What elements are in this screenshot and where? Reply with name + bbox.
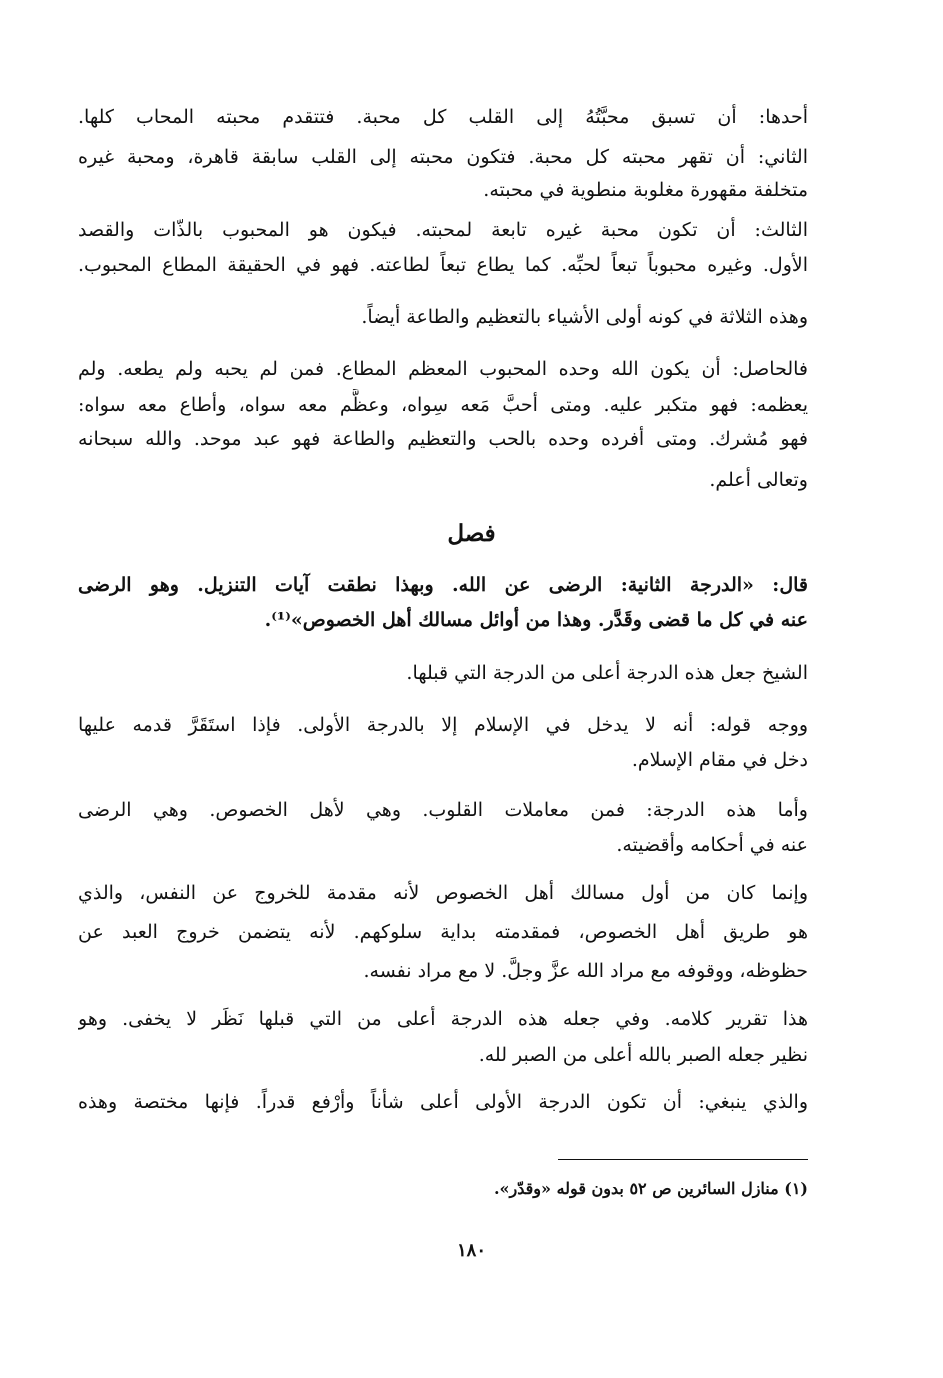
section-heading: فصل — [447, 520, 496, 547]
text-line: متخلفة مقهورة مغلوبة منطوية في محبته. — [483, 179, 808, 201]
text-line: الأول. وغيره محبوباً تبعاً لحبِّه. كما يطاع تبعاً لطاعته. فهو في الحقيقة المطاع المحبوب. — [78, 254, 808, 276]
text-line: دخل في مقام الإسلام. — [631, 749, 808, 771]
text-line: هو طريق أهل الخصوص، فمقدمته بداية سلوكهم. لأنه يتضمن خروج العبد عن — [78, 921, 808, 943]
text-line: حظوظه، ووقوفه مع مراد الله عزَّ وجلَّ. لا مع مراد نفسه. — [363, 960, 808, 982]
text-line: هذا تقرير كلامه. وفي جعله هذه الدرجة أعلى من التي قبلها نَظَر لا يخفى. وهو — [78, 1008, 808, 1030]
text-line: الشيخ جعل هذه الدرجة أعلى من الدرجة التي قبلها. — [406, 662, 808, 684]
text-line: فالحاصل: أن يكون الله وحده المحبوب المعظم المطاع. فمن لم يحبه ولم يطعه. ولم — [78, 358, 808, 380]
text-line: وتعالى أعلم. — [709, 469, 808, 491]
page-number: ١٨٠ — [456, 1240, 486, 1261]
footnote-divider — [558, 1159, 808, 1160]
text-line: وإنما كان من أول مسالك أهل الخصوص لأنه مقدمة للخروج عن النفس، والذي — [78, 882, 808, 904]
quoted-text-line: قال: «الدرجة الثانية: الرضى عن الله. وبهذا نطقت آيات التنزيل. وهو الرضى — [78, 574, 808, 596]
quoted-text-line: عنه في كل ما قضى وقَدَّر. وهذا من أوائل مسالك أهل الخصوص»⁽¹⁾. — [264, 609, 808, 631]
footnote: (١) منازل السائرين ص ٥٢ بدون قوله «وقدّر». — [493, 1179, 808, 1198]
text-line: وهذه الثلاثة في كونه أولى الأشياء بالتعظيم والطاعة أيضاً. — [361, 306, 808, 328]
text-line: أحدها: أن تسبق محبَّتُهُ إلى القلب كل محبة. فتتقدم محبته المحاب كلها. — [78, 106, 808, 128]
text-line: فهو مُشرك. ومتى أفرده وحده بالحب والتعظيم والطاعة فهو عبد موحد. والله سبحانه — [78, 428, 808, 450]
text-line: نظير جعله الصبر بالله أعلى من الصبر لله. — [478, 1044, 808, 1066]
text-line: الثالث: أن تكون محبة غيره تابعة لمحبته. فيكون هو المحبوب بالذّات والقصد — [78, 219, 808, 241]
text-line: ووجه قوله: أنه لا يدخل في الإسلام إلا بالدرجة الأولى. فإذا استَقَرَّ قدمه عليها — [78, 714, 808, 736]
text-line: يعظمه: فهو متكبر عليه. ومتى أحبَّ مَعه سِواه، وعظَّم معه سواه، وأطاع معه سواه: — [78, 394, 808, 416]
text-line: والذي ينبغي: أن تكون الدرجة الأولى أعلى شأناً وأرْفع قدراً. فإنها مختصة وهذه — [78, 1091, 808, 1113]
text-line: الثاني: أن تقهر محبته كل محبة. فتكون محبته إلى القلب سابقة قاهرة، ومحبة غيره — [78, 146, 808, 168]
text-line: عنه في أحكامه وأقضيته. — [616, 834, 808, 856]
text-line: وأما هذه الدرجة: فمن معاملات القلوب. وهي لأهل الخصوص. وهي الرضى — [78, 799, 808, 821]
